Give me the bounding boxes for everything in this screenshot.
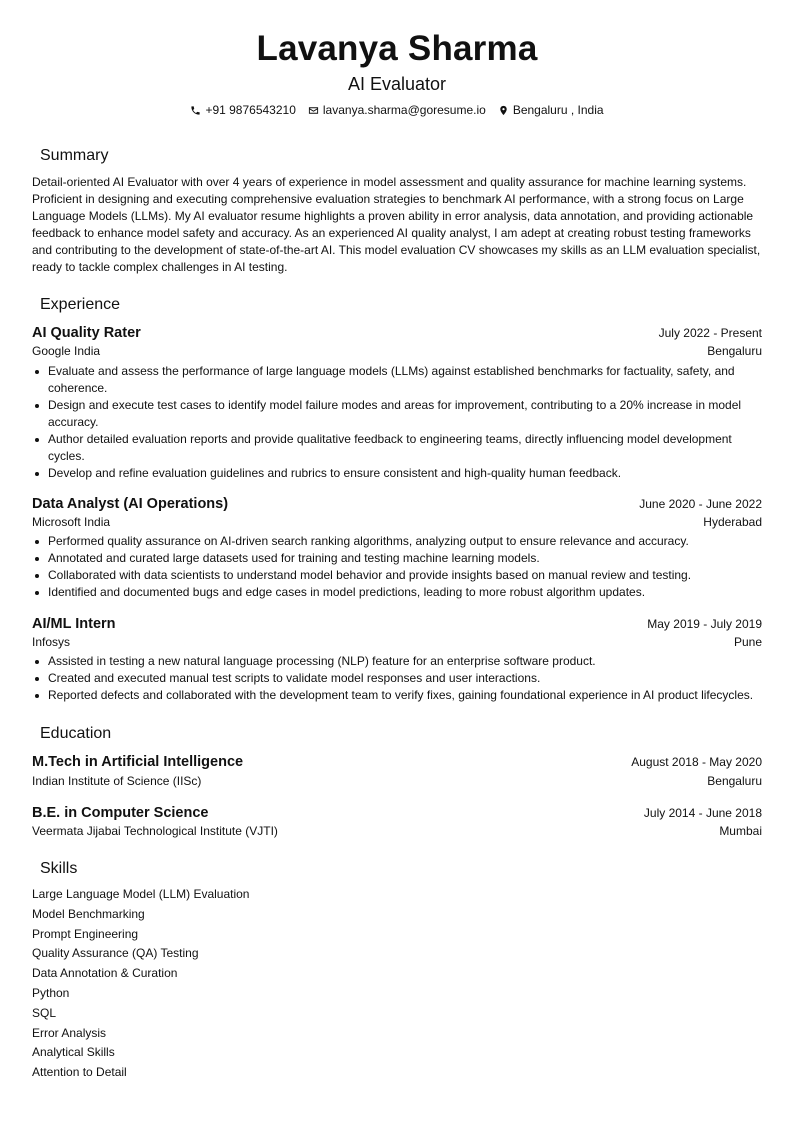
education-header [32,803,762,823]
job-title: Data Analyst (AI Operations) [32,496,229,512]
job-subheader [32,513,762,531]
summary-heading: Summary [40,147,109,164]
education-heading: Education [40,725,112,742]
skill-item: Data Annotation & Curation [32,966,178,981]
contact-location-text: Bengaluru , India [512,103,604,117]
contact-bar [0,101,794,119]
skills-heading: Skills [40,860,78,877]
contact-email [308,101,486,119]
contact-email-text: lavanya.sharma@goresume.io [322,103,486,117]
job-dates: July 2022 - Present [658,326,762,340]
job-dates: May 2019 - July 2019 [647,617,762,631]
contact-location [498,101,604,119]
list-item: Evaluate and assess the performance of large language models (LLMs) against established benchmarks for factuality, safety, and coherence. [32,363,762,397]
candidate-name: Lavanya Sharma [256,29,538,68]
list-item: Design and execute test cases to identify model failure modes and areas for improvement, contributing to a 20% increase in model accuracy. [32,397,762,431]
summary-text: Detail-oriented AI Evaluator with over 4 years of experience in model assessment and quality assurance for machine learning systems. Proficient in designing and executing comprehensive evaluation strategies to benchmark AI performance, with a strong focus on Large Language Models (LLMs). My AI evaluator resume highlights a proven ability in error analysis, data annotation, and providing actionable feedback to enhance model safety and accuracy. As an experienced AI quality analyst, I am adept at creating robust testing frameworks and contributing to the development of state-of-the-art AI. This model evaluation CV showcases my skills as an LLM evaluation specialist, ready to tackle complex challenges in AI testing. [32,175,761,274]
job-company: Google India [32,344,101,358]
education-header [32,752,762,772]
degree-title: M.Tech in Artificial Intelligence [32,754,244,770]
school-name: Veermata Jijabai Technological Institute (VJTI) [32,824,278,838]
skill-item: SQL [32,1005,57,1020]
job-subheader [32,633,762,651]
list-item: Identified and documented bugs and edge cases in model predictions, leading to more robust algorithm updates. [32,584,762,601]
skill-item: Prompt Engineering [32,926,139,941]
list-item: Assisted in testing a new natural language processing (NLP) feature for an enterprise software product. [32,653,762,670]
experience-heading: Experience [40,296,121,313]
job-header [32,494,762,514]
list-item: Collaborated with data scientists to understand model behavior and provide insights based on manual review and testing. [32,567,762,584]
list-item: Created and executed manual test scripts to validate model responses and user interactions. [32,670,762,687]
phone-icon [190,105,201,116]
job-bullets [32,653,762,704]
skill-item: Analytical Skills [32,1045,115,1060]
contact-phone-text: +91 9876543210 [205,103,296,117]
school-name: Indian Institute of Science (IISc) [32,774,202,788]
job-header [32,323,762,343]
education-dates: August 2018 - May 2020 [631,755,762,769]
job-header [32,614,762,634]
job-dates: June 2020 - June 2022 [639,497,762,511]
skills-list [32,885,249,1083]
school-location: Mumbai [719,824,762,838]
skill-item: Error Analysis [32,1025,107,1040]
skill-item: Model Benchmarking [32,906,145,921]
job-title: AI Quality Rater [32,325,141,341]
skill-item: Large Language Model (LLM) Evaluation [32,887,250,901]
contact-phone [190,101,295,119]
degree-title: B.E. in Computer Science [32,805,209,821]
job-company: Infosys [32,635,71,649]
job-bullets [32,363,762,482]
job-location: Pune [733,635,762,649]
skill-item: Python [32,985,70,1000]
envelope-icon [308,105,319,116]
list-item: Develop and refine evaluation guidelines and rubrics to ensure consistent and high-quality human feedback. [32,465,762,482]
job-subheader [32,342,762,360]
list-item: Reported defects and collaborated with the development team to verify fixes, gaining foundational experience in AI product lifecycles. [32,687,762,704]
map-pin-icon [498,105,509,116]
school-location: Bengaluru [707,774,762,788]
list-item: Author detailed evaluation reports and provide qualitative feedback to engineering teams, directly influencing model development cycles. [32,431,762,465]
education-subheader [32,772,762,790]
job-location: Hyderabad [703,515,762,529]
list-item: Annotated and curated large datasets used for training and testing machine learning models. [32,550,762,567]
candidate-role: AI Evaluator [347,74,447,94]
job-location: Bengaluru [707,344,762,358]
job-company: Microsoft India [32,515,111,529]
education-subheader [32,822,762,840]
list-item: Performed quality assurance on AI-driven search ranking algorithms, analyzing output to ensure relevance and accuracy. [32,533,762,550]
education-dates: July 2014 - June 2018 [643,806,762,820]
skill-item: Attention to Detail [32,1065,127,1080]
skill-item: Quality Assurance (QA) Testing [32,946,199,961]
job-title: AI/ML Intern [32,616,116,632]
job-bullets [32,533,762,601]
